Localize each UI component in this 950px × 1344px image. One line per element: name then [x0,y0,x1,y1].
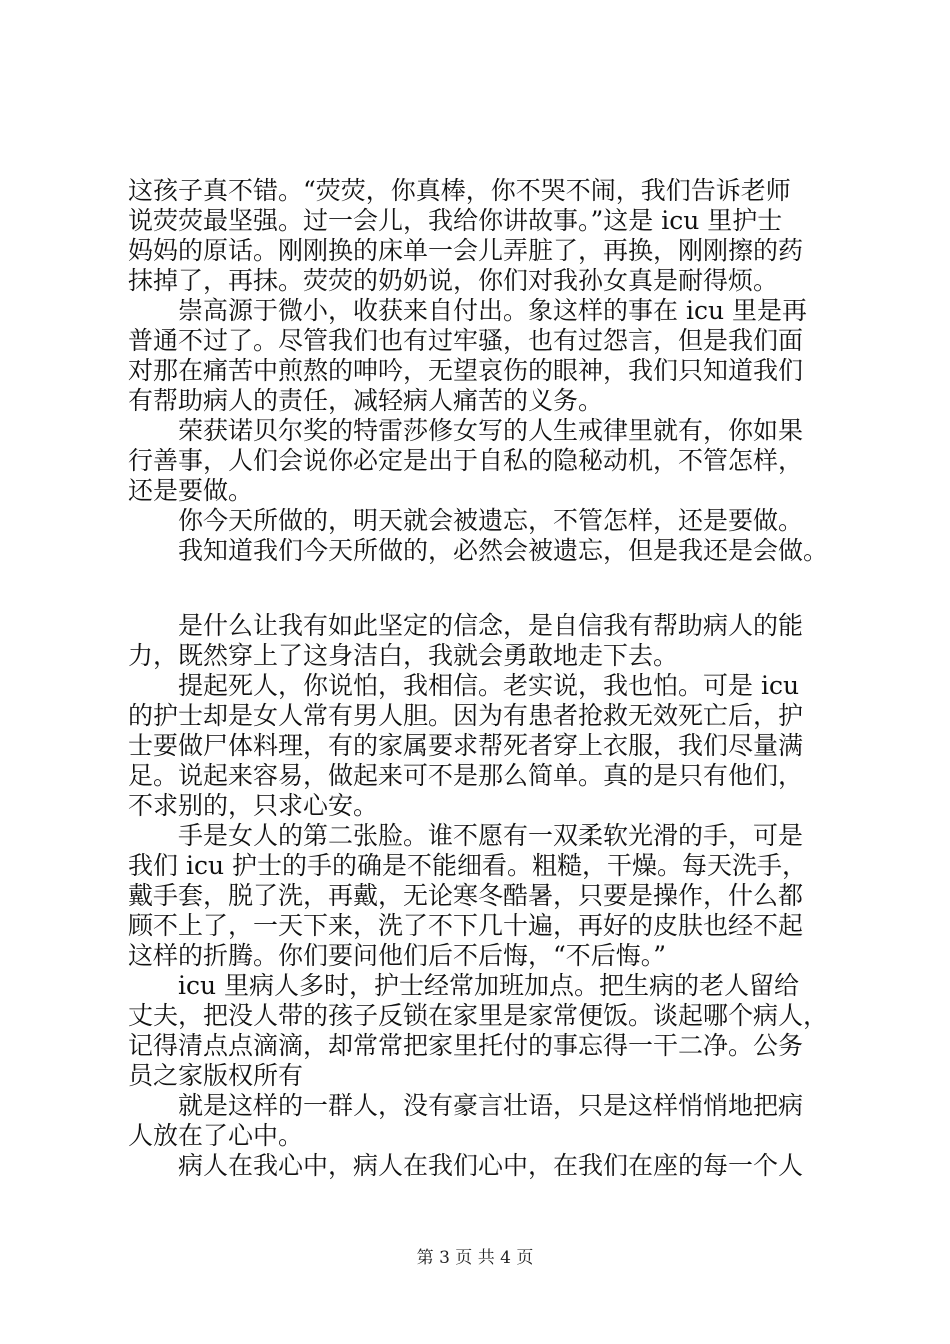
text-line: 我们 icu 护士的手的确是不能细看。粗糙，干燥。每天洗手， [128,851,807,880]
text-line: 还是要做。 [128,476,254,505]
text-line: 抹掉了，再抹。荧荧的奶奶说，你们对我孙女真是耐得烦。 [128,266,779,295]
text-line: 就是这样的一群人，没有豪言壮语，只是这样悄悄地把病 [128,1091,804,1120]
text-line: 记得清点点滴滴，却常常把家里托付的事忘得一干二净。公务 [128,1031,804,1060]
text-line: 员之家版权所有 [128,1061,304,1090]
text-line: 荣获诺贝尔奖的特雷莎修女写的人生戒律里就有，你如果 [128,416,804,445]
body-text [128,176,848,1181]
text-line: 是什么让我有如此坚定的信念，是自信我有帮助病人的能 [128,611,804,640]
text-line: 不求别的，只求心安。 [128,791,379,820]
text-line: icu 里病人多时，护士经常加班加点。把生病的老人留给 [128,971,800,1000]
paragraph-gap [128,566,848,611]
text-line: 人放在了心中。 [128,1121,304,1150]
text-line: 手是女人的第二张脸。谁不愿有一双柔软光滑的手，可是 [128,821,804,850]
text-line: 士要做尸体料理，有的家属要求帮死者穿上衣服，我们尽量满 [128,731,804,760]
text-line: 顾不上了，一天下来，洗了不下几十遍，再好的皮肤也经不起 [128,911,804,940]
text-line: 足。说起来容易，做起来可不是那么简单。真的是只有他们， [128,761,804,790]
page-number: 第 3 页 共 4 页 [416,1248,534,1268]
text-line: 的护士却是女人常有男人胆。因为有患者抢救无效死亡后，护 [128,701,804,730]
text-line: 这孩子真不错。“荧荧，你真棒，你不哭不闹，我们告诉老师 [128,176,791,205]
text-line: 提起死人，你说怕，我相信。老实说，我也怕。可是 icu [128,671,800,700]
text-line: 这样的折腾。你们要问他们后不后悔，“不后悔。” [128,941,667,970]
text-line: 妈妈的原话。刚刚换的床单一会儿弄脏了，再换，刚刚擦的药 [128,236,804,265]
text-line: 戴手套，脱了洗，再戴，无论寒冬酷暑，只要是操作，什么都 [128,881,804,910]
text-line: 对那在痛苦中煎熬的呻吟，无望哀伤的眼神，我们只知道我们 [128,356,804,385]
text-line: 你今天所做的，明天就会被遗忘，不管怎样，还是要做。 [128,506,804,535]
text-line: 丈夫，把没人带的孩子反锁在家里是家常便饭。谈起哪个病人， [128,1001,829,1030]
text-line: 力，既然穿上了这身洁白，我就会勇敢地走下去。 [128,641,679,670]
text-line: 病人在我心中，病人在我们心中，在我们在座的每一个人 [128,1151,804,1180]
text-line: 崇高源于微小，收获来自付出。象这样的事在 icu 里是再 [128,296,807,325]
text-line: 有帮助病人的责任，减轻病人痛苦的义务。 [128,386,604,415]
text-line: 普通不过了。尽管我们也有过牢骚，也有过怨言，但是我们面 [128,326,804,355]
text-line: 行善事，人们会说你必定是出于自私的隐秘动机，不管怎样， [128,446,804,475]
text-line: 我知道我们今天所做的，必然会被遗忘，但是我还是会做。 [128,536,829,565]
text-line: 说荧荧最坚强。过一会儿，我给你讲故事。”这是 icu 里护士 [128,206,783,235]
